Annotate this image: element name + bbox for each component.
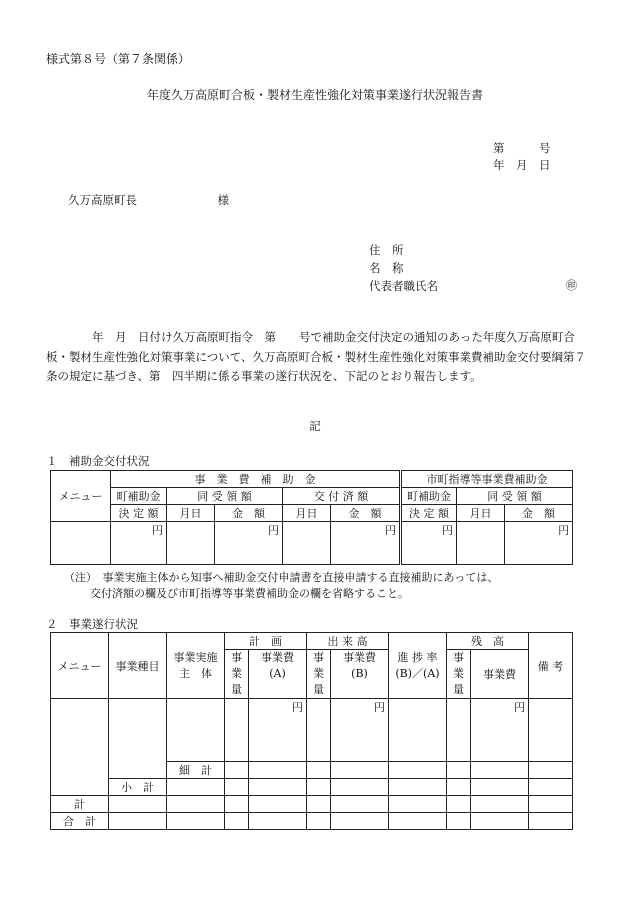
address-label: 住 所 [369,243,404,257]
menu-header: メニュー [51,633,109,699]
progress-rate-header: 進 捗 率 (B)／(A) [389,633,447,699]
yen-cell: 円 [215,522,283,565]
month-day-header-b: 月日 [457,505,505,522]
total-label: 計 [51,796,109,813]
grant-status-table [50,470,573,565]
yen-cell: 円 [401,522,457,565]
group-a-header: 事 業 費 補 助 金 [111,471,401,488]
amount-header: 金 額 [215,505,283,522]
yen-cell: 円 [249,699,307,762]
remarks-header: 備 考 [529,633,573,699]
project-type-header: 事業種目 [109,633,167,699]
amount-header-b: 金 額 [505,505,573,522]
qty-cell [307,699,331,762]
group-b-header: 市町指導等事業費補助金 [401,471,573,488]
implementer-header: 事業実施 主 体 [167,633,225,699]
subtotal-label: 小 計 [109,779,167,796]
empty-cell [167,522,215,565]
implementer-cell [167,699,225,762]
applicant-info [369,241,438,295]
month-day-header: 月日 [167,505,215,522]
rate-cell [389,699,447,762]
note-line-1: （注） 事業実施主体から知事へ補助金交付申請書を直接申請する直接補助にあっては、 [64,571,499,584]
remaining-cost-header: 事業費 [471,650,529,699]
representative-label: 代表者職氏名 [369,279,438,293]
qty-cell [225,699,249,762]
result-header: 出 来 高 [307,633,389,650]
document-date: 年 月 日 [493,158,551,172]
type-cell [109,699,167,779]
decided-amount-header: 決 定 額 [111,505,167,522]
remaining-header: 残 高 [447,633,529,650]
note [64,570,498,602]
body-paragraph: 年 月 日付け久万高原町指令 第 号で補助金交付決定の通知のあった年度久万高原町合板・製材生産性強化対策事業について、久万高原町合板・製材生産性強化対策事業費補助金交付要綱第７条の規定に基づき、第 四半期に係る事業の遂行状況を、下記のとおり報告します。 [46,330,587,383]
received-header: 同 受 領 額 [167,488,283,505]
result-cost-header: 事業費 (B) [331,650,389,699]
remaining-qty-header: 事 業 量 [447,650,471,699]
page-title: 年度久万高原町合板・製材生産性強化対策事業遂行状況報告書 [146,88,483,102]
result-qty-header: 事 業 量 [307,650,331,699]
section1-heading: １ 補助金交付状況 [46,454,150,468]
empty-cell [457,522,505,565]
form-number: 様式第８号（第７条関係） [46,52,191,66]
month-day-header-2: 月日 [283,505,331,522]
progress-table [50,632,573,830]
addressee: 久万高原町長 様 [68,193,229,207]
seal-mark: ㊞ [566,279,577,292]
qty-cell [447,699,471,762]
document-number: 第 号 [493,141,551,155]
town-grant-header: 町補助金 [111,488,167,505]
detail-total-label: 細 計 [167,762,225,779]
yen-cell: 円 [331,522,401,565]
grand-total-label: 合 計 [51,813,109,830]
town-grant-header-b: 町補助金 [401,488,457,505]
yen-cell: 円 [471,699,529,762]
yen-cell: 円 [505,522,573,565]
received-header-b: 同 受 領 額 [457,488,573,505]
ki-heading: 記 [309,419,321,433]
name-label: 名 称 [369,261,404,275]
note-line-2: 交付済額の欄及び市町指導等事業費補助金の欄を省略すること。 [90,587,409,600]
plan-cost-header: 事業費 (A) [249,650,307,699]
paid-header: 交 付 済 額 [283,488,401,505]
amount-header-2: 金 額 [331,505,401,522]
remarks-cell [529,699,573,762]
plan-header: 計 画 [225,633,307,650]
section2-heading: ２ 事業遂行状況 [46,617,138,631]
menu-cell [51,522,111,565]
plan-qty-header: 事 業 量 [225,650,249,699]
menu-header: メニュー [51,471,111,522]
yen-cell: 円 [331,699,389,762]
menu-cell [51,699,109,796]
yen-cell: 円 [111,522,167,565]
decided-amount-header-b: 決 定 額 [401,505,457,522]
empty-cell [283,522,331,565]
